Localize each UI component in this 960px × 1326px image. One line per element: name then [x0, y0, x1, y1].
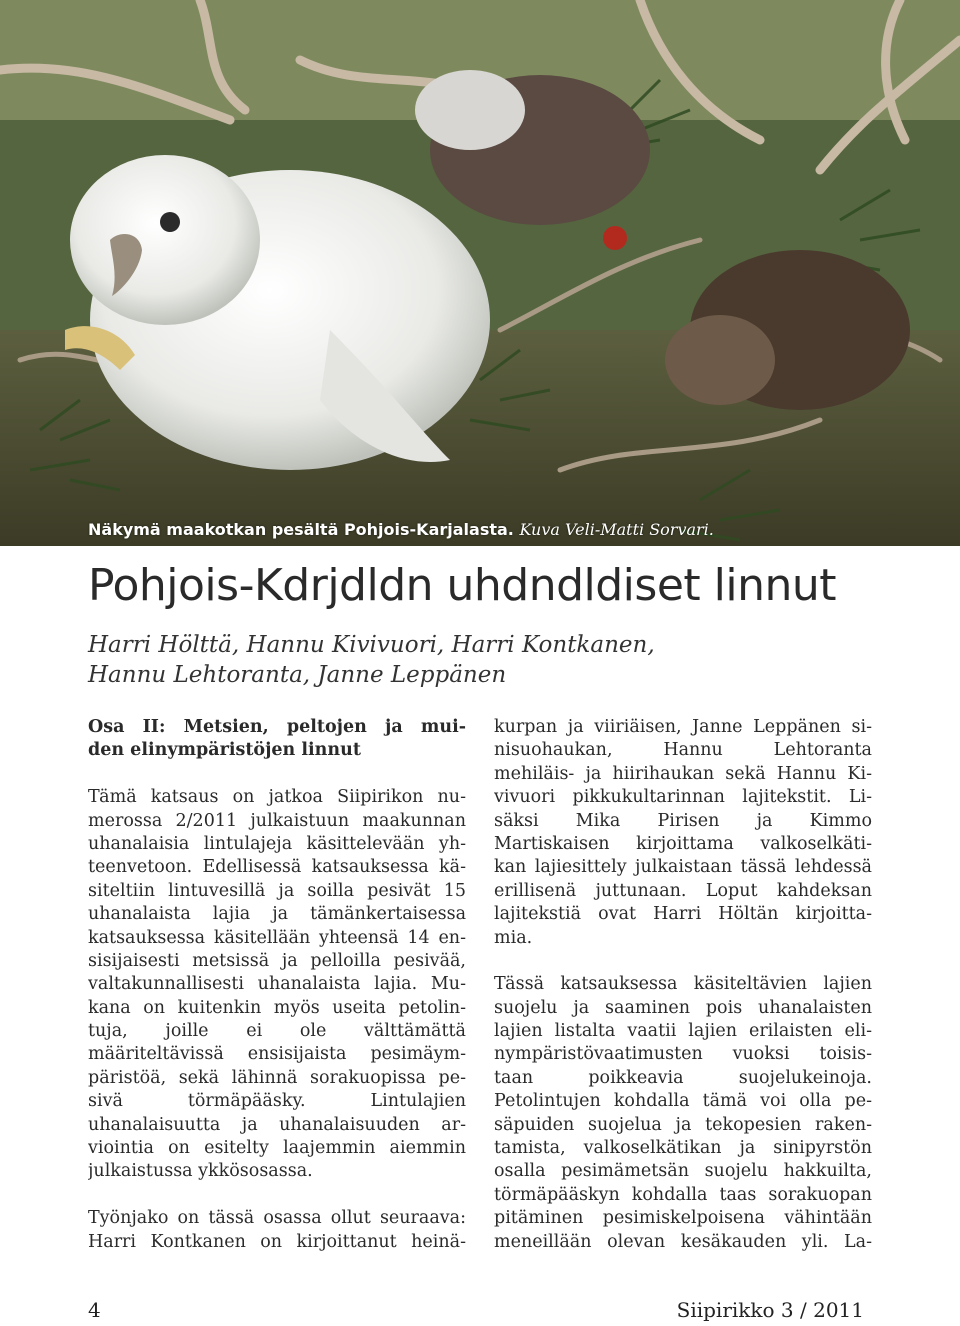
body-text-line: kana on kuitenkin myös useita petolin- [88, 997, 466, 1018]
body-text-line: määriteltävissä ensisijaista pesimäym- [88, 1044, 466, 1065]
body-text-line: nympäristövaatimusten vuoksi toisis- [494, 1044, 872, 1065]
paragraph-gap [88, 1184, 466, 1207]
authors-line: Hannu Lehtoranta, Janne Leppänen [88, 662, 507, 688]
body-text-line: suojelu ja saaminen pois uhanalaisten [494, 997, 872, 1018]
eagle-nest-illustration [0, 0, 960, 546]
body-text-line: sivä törmäpääsky. Lintulajien [88, 1091, 466, 1112]
body-text-line: osalla pesimämetsän suojelu hakkuilta, [494, 1161, 872, 1182]
body-text-line: mia. [494, 927, 533, 948]
left-text-column [88, 716, 466, 1254]
page-number: 4 [88, 1298, 101, 1322]
article-authors [88, 630, 848, 690]
body-text-line: viointia on esitelty laajemmin aiemmin [88, 1138, 466, 1159]
body-text-line: mehiläis- ja hiirihaukan sekä Hannu Ki- [494, 763, 872, 784]
photo-credit: Kuva Veli-Matti Sorvari. [519, 520, 714, 539]
body-text-line: päristöä, sekä lähinnä sorakuopissa pe- [88, 1067, 466, 1088]
body-text-line: lajitekstiä ovat Harri Höltän kirjoitta- [494, 904, 872, 925]
body-text-line: Tämä katsaus on jatkoa Siipirikon nu- [88, 787, 466, 808]
body-text-line: katsauksessa käsitellään yhteensä 14 en- [88, 927, 466, 948]
article-title: Pohjois-Kdrjdldn uhdndldiset linnut [88, 560, 836, 611]
body-text-line: Martiskaisen kirjoittama valkoselkäti- [494, 833, 872, 854]
paragraph-gap [88, 763, 466, 786]
body-text-line: uhanalaisia lintulajeja käsittelevään yh- [88, 833, 466, 854]
body-text-line: kurpan ja viiriäisen, Janne Leppänen si- [494, 717, 872, 737]
paragraph-gap [494, 950, 872, 973]
body-text-line: säksi Mika Pirisen ja Kimmo [494, 810, 872, 831]
section-subheading-line: den elinympäristöjen linnut [88, 740, 361, 761]
body-text-line: taan poikkeavia suojelukeinoja. [494, 1067, 872, 1088]
body-text-line: Petolintujen kohdalla tämä voi olla pe- [494, 1091, 872, 1112]
body-text-line: uhanalaisuutta ja uhanalaisuuden ar- [88, 1114, 466, 1135]
body-text-line: erillisenä juttunaan. Loput kahdeksan [494, 880, 872, 901]
body-text-line: kan lajiesittely julkaistaan tässä lehdessä [494, 857, 872, 878]
body-text-line: Harri Kontkanen on kirjoittanut heinä- [88, 1231, 466, 1252]
photo-caption-text: Näkymä maakotkan pesältä Pohjois-Karjalasta. [88, 520, 514, 539]
body-text-line: tamista, valkoselkätikan ja sinipyrstön [494, 1138, 872, 1159]
body-text-line: tuja, joille ei ole välttämättä [88, 1021, 466, 1042]
right-text-column [494, 716, 872, 1254]
body-text-line: sisijaisesti metsissä ja pelloilla pesivää, [88, 950, 466, 971]
body-text-line: Työnjako on tässä osassa ollut seuraava: [88, 1208, 466, 1229]
body-text-line: Tässä katsauksessa käsiteltävien lajien [494, 974, 872, 995]
photo-caption [88, 520, 714, 539]
body-text-line: julkaistussa ykkösosassa. [88, 1161, 313, 1182]
authors-line: Harri Hölttä, Hannu Kivivuori, Harri Kontkanen, [88, 632, 655, 658]
body-text-line: nisuohaukan, Hannu Lehtoranta [494, 740, 872, 761]
body-text-line: valtakunnallisesti uhanalaista lajia. Mu- [88, 974, 466, 995]
body-text-line: meneillään olevan kesäkauden yli. La- [494, 1231, 872, 1252]
section-subheading-line: Osa II: Metsien, peltojen ja mui- [88, 717, 466, 737]
cover-photo [0, 0, 960, 546]
body-text-line: siteltiin lintuvesillä ja soilla pesivät 15 [88, 880, 466, 901]
body-text-line: vivuori pikkukultarinnan lajitekstit. Li- [494, 787, 872, 808]
body-text-line: törmäpääskyn kohdalla taas sorakuopan [494, 1184, 872, 1205]
body-text-line: säpuiden suojelua ja tekopesien raken- [494, 1114, 872, 1135]
body-text-line: pitäminen pesimiskelpoisena vähintään [494, 1208, 872, 1229]
body-text-line: uhanalaista lajia ja tämänkertaisessa [88, 904, 466, 925]
body-text-line: teenvetoon. Edellisessä katsauksessa kä- [88, 857, 466, 878]
journal-issue: Siipirikko 3 / 2011 [676, 1298, 864, 1322]
body-text-line: lajien listalta vaatii lajien erilaisten eli- [494, 1021, 872, 1042]
body-text-line: merossa 2/2011 julkaistuun maakunnan [88, 810, 466, 831]
